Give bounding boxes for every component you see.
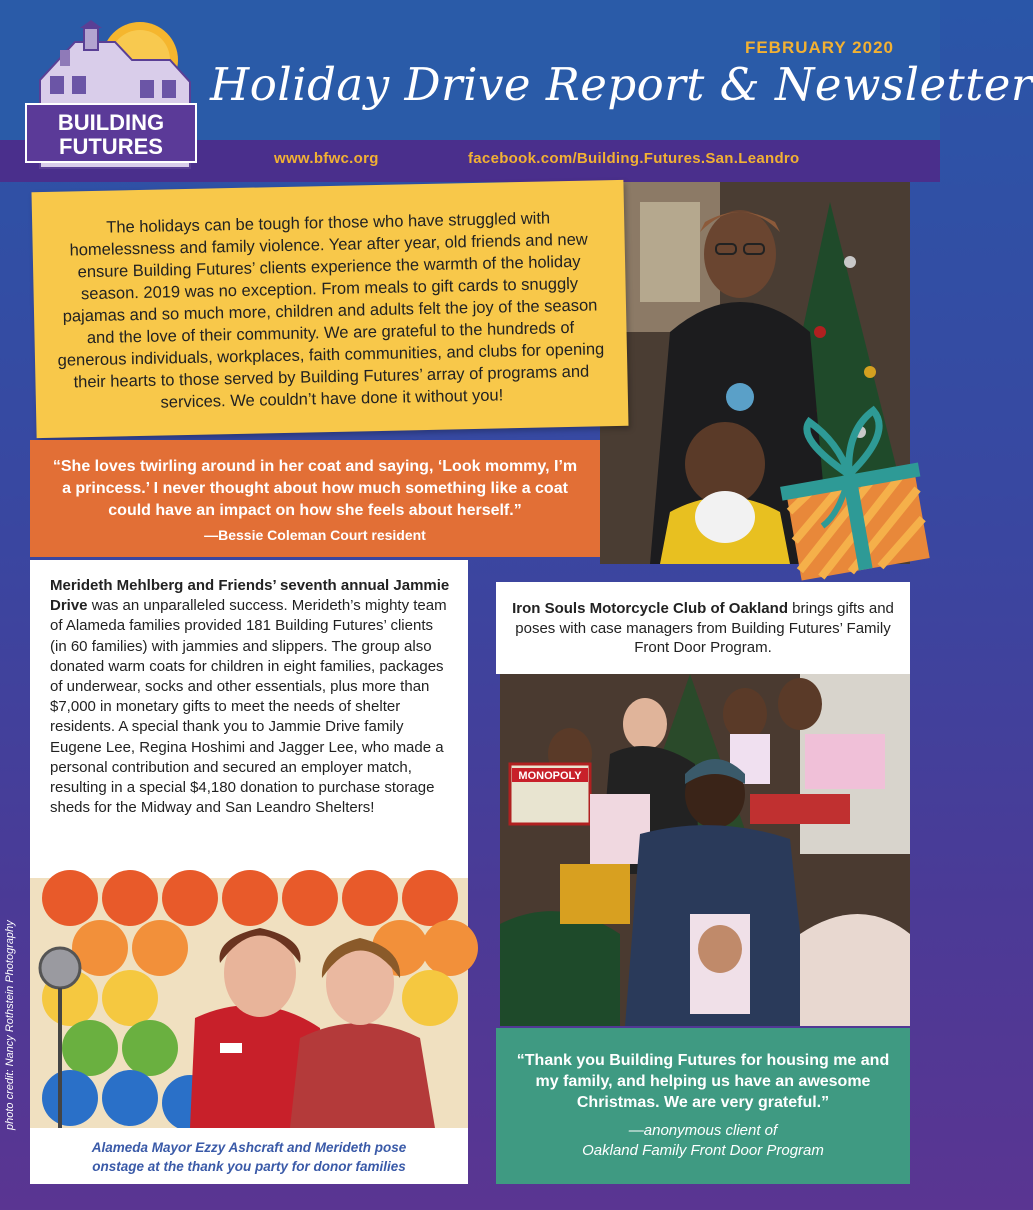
logo-text-building: BUILDING	[57, 110, 165, 135]
caption-line-2: onstage at the thank you party for donor families	[92, 1159, 406, 1174]
website-link[interactable]: www.bfwc.org	[274, 150, 379, 167]
story-paragraph	[50, 576, 450, 818]
building-futures-logo	[20, 20, 202, 168]
quote-box-resident	[30, 440, 600, 557]
quote-text: “She loves twirling around in her coat and saying, ‘Look mommy, I’m a princess.’ I never thought about how much something like a coat could have an impact on how she feels about herself.”	[52, 458, 578, 519]
caption-line-1: Alameda Mayor Ezzy Ashcraft and Merideth pose	[91, 1140, 407, 1155]
intro-text: The holidays can be tough for those who have struggled with homelessness and family violence. Year after year, old friends and new ensure Building Futures’ clients experience the warmth of the holiday season. 2019 was no exception. From meals to gift cards to snuggly pajamas and so much more, children and adults felt the joy of the season and the love of their community. We are grateful to the hundreds of generous individuals, workplaces, faith communities, and clubs for opening their hearts to those served by Building Futures’ array of programs and services. We couldn’t have done it without you!	[57, 209, 605, 412]
quote-box-client	[496, 1028, 910, 1184]
iron-souls-box	[496, 582, 910, 674]
gift-box-icon	[782, 420, 932, 580]
newsletter-title: Holiday Drive Report & Newsletter	[210, 58, 1033, 111]
story-lead: Merideth Mehlberg and Friends’ seventh annual Jammie Drive	[50, 577, 450, 615]
quote-attribution: —Bessie Coleman Court resident	[204, 527, 426, 543]
iron-souls-lead: Iron Souls Motorcycle Club of Oakland	[512, 600, 788, 617]
jammie-drive-story	[30, 560, 468, 878]
iron-souls-text	[512, 599, 894, 658]
photo-mayor-merideth	[30, 878, 468, 1128]
intro-box	[31, 180, 628, 438]
client-quote-text: “Thank you Building Futures for housing me and my family, and helping us have an awesome Christmas. We are very grateful.”	[516, 1052, 890, 1111]
logo-text-futures: FUTURES	[59, 134, 163, 159]
client-quote-attribution	[496, 1121, 910, 1161]
story-body: was an unparalleled success. Merideth’s mighty team of Alameda families provided 181 Building Futures’ clients (in 60 families) with jammies and slippers. The group also donated warm coats for children in eight families, packages of underwear, socks and other essentials, plus more than $7,000 in monetary gifts to meet the needs of shelter residents. A special thank you to Jammie Drive family Eugene Lee, Regina Hoshimi and Jagger Lee, who made a personal contribution and secured an employer match, resulting in a special $4,180 donation to purchase storage sheds for the Midway and San Leandro Shelters!	[50, 597, 447, 817]
iron-souls-body: brings gifts and poses with case managers from Building Futures’ Family Front Door Program.	[515, 600, 894, 656]
photo-iron-souls-gifts	[500, 674, 910, 1026]
client-attr-line-2: Oakland Family Front Door Program	[582, 1142, 824, 1159]
issue-date: FEBRUARY 2020	[744, 38, 894, 57]
monopoly-label: MONOPOLY	[518, 770, 582, 782]
client-attr-line-1: —anonymous client of	[628, 1122, 778, 1139]
photo-caption	[30, 1128, 468, 1184]
photo-credit: photo credit: Nancy Rothstein Photography	[4, 920, 16, 1130]
facebook-link[interactable]: facebook.com/Building.Futures.San.Leandro	[468, 150, 800, 167]
